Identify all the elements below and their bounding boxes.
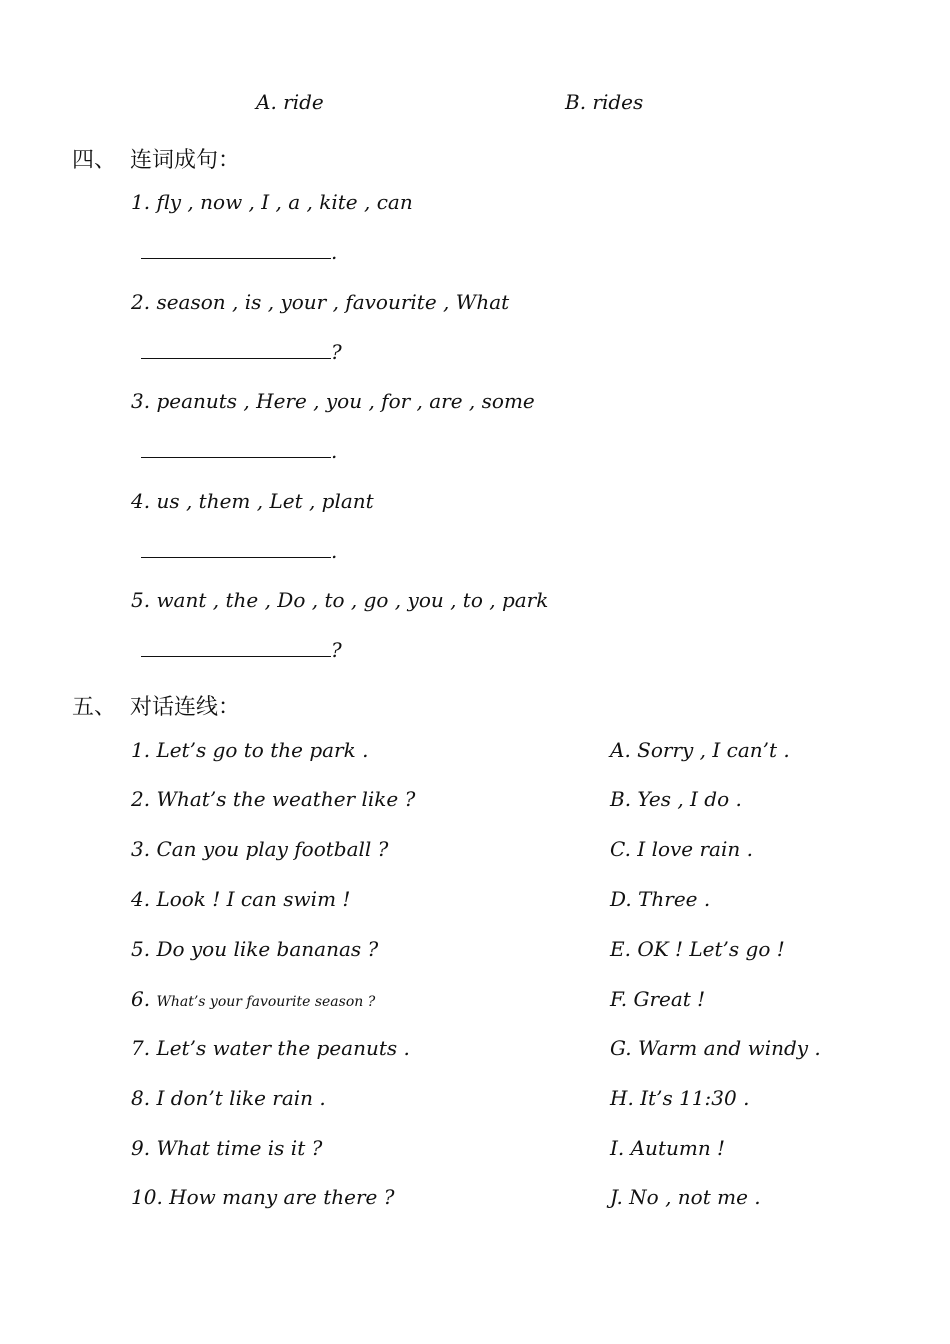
- s5-right-g: G. Warm and windy .: [610, 1036, 821, 1060]
- section5-heading: [72, 690, 240, 721]
- answer-line[interactable]: [141, 340, 331, 359]
- s4-answer-5[interactable]: [141, 638, 342, 662]
- end-punct: .: [331, 539, 338, 563]
- s5-right-b: B. Yes , I do .: [610, 787, 742, 811]
- s5-right-c: C. I love rain .: [610, 837, 753, 861]
- s5-left-8: 8. I don’t like rain .: [131, 1086, 326, 1110]
- s4-answer-4[interactable]: [141, 539, 337, 563]
- s5-right-j: J. No , not me .: [610, 1185, 761, 1209]
- s5-left-6-number: 6.: [131, 987, 151, 1011]
- option-a: A. ride: [256, 90, 324, 114]
- s5-right-d: D. Three .: [610, 887, 711, 911]
- s4-prompt-1: 1. fly , now , I , a , kite , can: [131, 190, 413, 214]
- section4-title: 连词成句：: [130, 148, 241, 173]
- s4-answer-1[interactable]: [141, 240, 337, 264]
- end-punct: .: [331, 439, 338, 463]
- s5-left-6: [131, 987, 375, 1011]
- answer-line[interactable]: [141, 240, 331, 259]
- end-punct: .: [331, 240, 338, 264]
- end-punct: ?: [331, 340, 342, 364]
- s5-left-10: 10. How many are there ?: [131, 1185, 395, 1209]
- s4-prompt-2: 2. season , is , your , favourite , What: [131, 290, 510, 314]
- answer-line[interactable]: [141, 439, 331, 458]
- answer-line[interactable]: [141, 638, 331, 657]
- s4-prompt-4: 4. us , them , Let , plant: [131, 489, 374, 513]
- section4-heading: [72, 143, 240, 174]
- s5-left-6-text: What’s your favourite season ?: [156, 994, 376, 1010]
- option-b: B. rides: [565, 90, 644, 114]
- s5-right-h: H. It’s 11:30 .: [610, 1086, 750, 1110]
- s4-prompt-5: 5. want , the , Do , to , go , you , to , park: [131, 588, 549, 612]
- section5-title: 对话连线：: [130, 695, 241, 720]
- s5-right-a: A. Sorry , I can’t .: [610, 738, 790, 762]
- s4-prompt-3: 3. peanuts , Here , you , for , are , some: [131, 389, 535, 413]
- s5-left-5: 5. Do you like bananas ?: [131, 937, 379, 961]
- s5-right-i: I. Autumn !: [610, 1136, 726, 1160]
- s5-left-2: 2. What’s the weather like ?: [131, 787, 416, 811]
- s5-right-f: F. Great !: [610, 987, 706, 1011]
- s5-left-3: 3. Can you play football ?: [131, 837, 389, 861]
- s5-left-4: 4. Look ! I can swim !: [131, 887, 351, 911]
- s5-left-9: 9. What time is it ?: [131, 1136, 323, 1160]
- section4-number: 四、: [72, 148, 117, 173]
- s5-left-7: 7. Let’s water the peanuts .: [131, 1036, 410, 1060]
- section5-number: 五、: [72, 695, 117, 720]
- s5-left-1: 1. Let’s go to the park .: [131, 738, 369, 762]
- s4-answer-3[interactable]: [141, 439, 337, 463]
- end-punct: ?: [331, 638, 342, 662]
- s4-answer-2[interactable]: [141, 340, 342, 364]
- s5-right-e: E. OK ! Let’s go !: [610, 937, 785, 961]
- answer-line[interactable]: [141, 539, 331, 558]
